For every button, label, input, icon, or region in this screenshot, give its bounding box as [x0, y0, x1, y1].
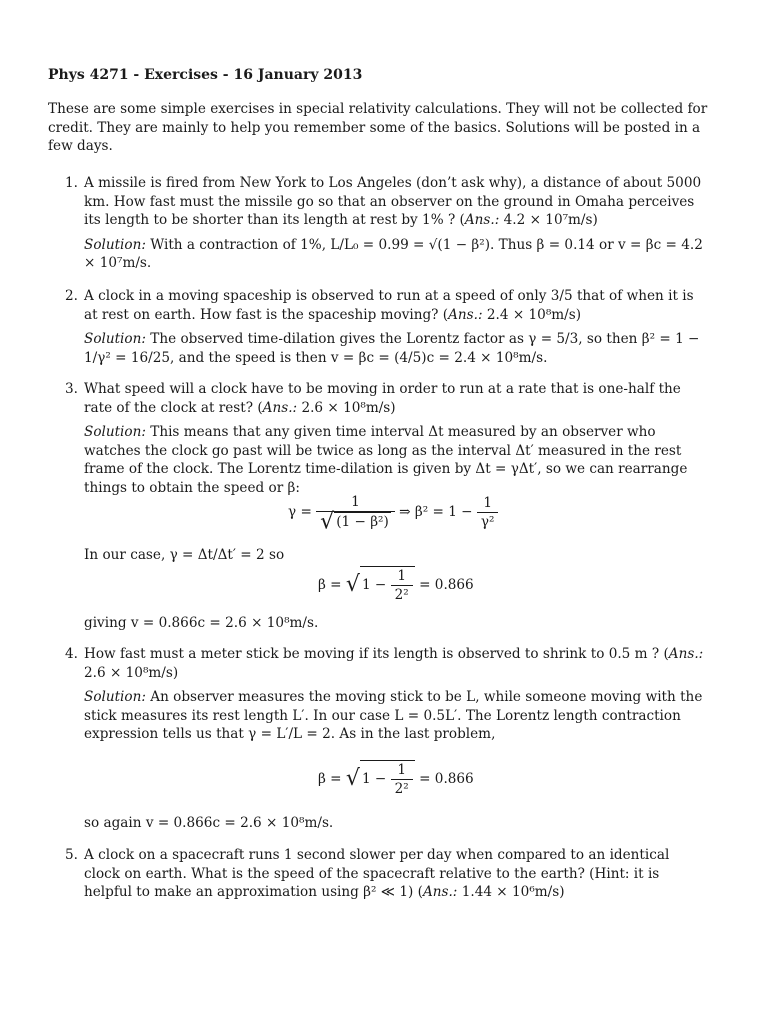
problem-3	[65, 380, 705, 498]
problem-question: A clock on a spacecraft runs 1 second slower per day when compared to an identical clock on earth. What is the speed of the spacecraft relative to the earth? (Hint: it is helpful to make an approximation using β² ≪ 1) (Ans.: 1.44 × 10⁶m/s)	[84, 847, 670, 901]
problem-solution: Solution: The observed time-dilation gives the Lorentz factor as γ = 5/3, so then β² = 1 − 1/γ² = 16/25, and the speed is then v = βc = (4/5)c = 2.4 × 10⁸m/s.	[84, 331, 700, 366]
problem-question: How fast must a meter stick be moving if its length is observed to shrink to 0.5 m ? (Ans.: 2.6 × 10⁸m/s)	[84, 646, 704, 681]
problem-5	[65, 846, 705, 902]
problem-4	[65, 645, 705, 744]
answer-value: 2.6 × 10⁸m/s	[301, 399, 391, 416]
problem-question: A clock in a moving spaceship is observed to run at a speed of only 3/5 that of when it is at rest on earth. How fast is the spaceship moving? (Ans.: 2.4 × 10⁸m/s)	[84, 288, 694, 323]
problem-2	[65, 287, 705, 367]
answer-value: 2.6 × 10⁸m/s	[84, 664, 173, 681]
equation-beta: β = √ 1 − $\frac{1}{\text{2²}}$ = 0.866	[318, 568, 474, 603]
problem-number: 5.	[65, 847, 78, 863]
problem-1	[65, 174, 705, 273]
answer-value: 2.4 × 10⁸m/s	[486, 306, 576, 323]
solution-line: giving v = 0.866c = 2.6 × 10⁸m/s.	[84, 615, 319, 631]
solution-line: so again v = 0.866c = 2.6 × 10⁸m/s.	[84, 815, 334, 831]
problem-question: What speed will a clock have to be moving in order to run at a rate that is one-half the rate of the clock at rest? (Ans.: 2.6 × 10⁸m/s)	[84, 381, 681, 416]
page-title: Phys 4271 - Exercises - 16 January 2013	[48, 67, 363, 83]
problem-solution: Solution: With a contraction of 1%, L/L₀ = 0.99 = √(1 − β²). Thus β = 0.14 or v = βc = 4.2 × 10⁷m/s.	[84, 236, 703, 272]
problem-solution: Solution: This means that any given time interval Δt measured by an observer who watches the clock go past will be twice as long as the interval Δt′ measured in the rest frame of the clock. The Lorentz time-dilation is given by Δt = γΔt′, so we can rearrange things to obtain the speed or β:	[84, 424, 688, 496]
problem-solution: Solution: An observer measures the moving stick to be L, while someone moving with the stick measures its rest length L′. In our case L = 0.5L′. The Lorentz length contraction expression tells us that γ = L′/L = 2. As in the last problem,	[84, 689, 703, 743]
answer-value: 4.2 × 10⁷m/s	[503, 212, 593, 229]
equation-gamma: γ = $\frac{1}{\text{√ (1 − β²)}}$ ⇒ β² = 1 − $\frac{1}{\text{γ²}}$	[288, 493, 498, 532]
equation-beta: β = √ 1 − $\frac{1}{\text{2²}}$ = 0.866	[318, 762, 474, 797]
answer-value: 1.44 × 10⁶m/s	[461, 884, 560, 901]
solution-line: In our case, γ = Δt/Δt′ = 2 so	[84, 547, 285, 563]
problem-question: A missile is fired from New York to Los Angeles (don’t ask why), a distance of about 5000 km. How fast must the missile go so that an observer on the ground in Omaha perceives its length to be shorter than its length at rest by 1% ? (Ans.: 4.2 × 10⁷m/s)	[84, 175, 702, 229]
problem-number: 4.	[65, 646, 78, 662]
intro-paragraph: These are some simple exercises in special relativity calculations. They will not be collected for credit. They are mainly to help you remember some of the basics. Solutions will be posted in a few days.	[48, 101, 708, 155]
problem-number: 2.	[65, 288, 78, 304]
problem-number: 1.	[65, 175, 78, 191]
problem-number: 3.	[65, 381, 78, 397]
